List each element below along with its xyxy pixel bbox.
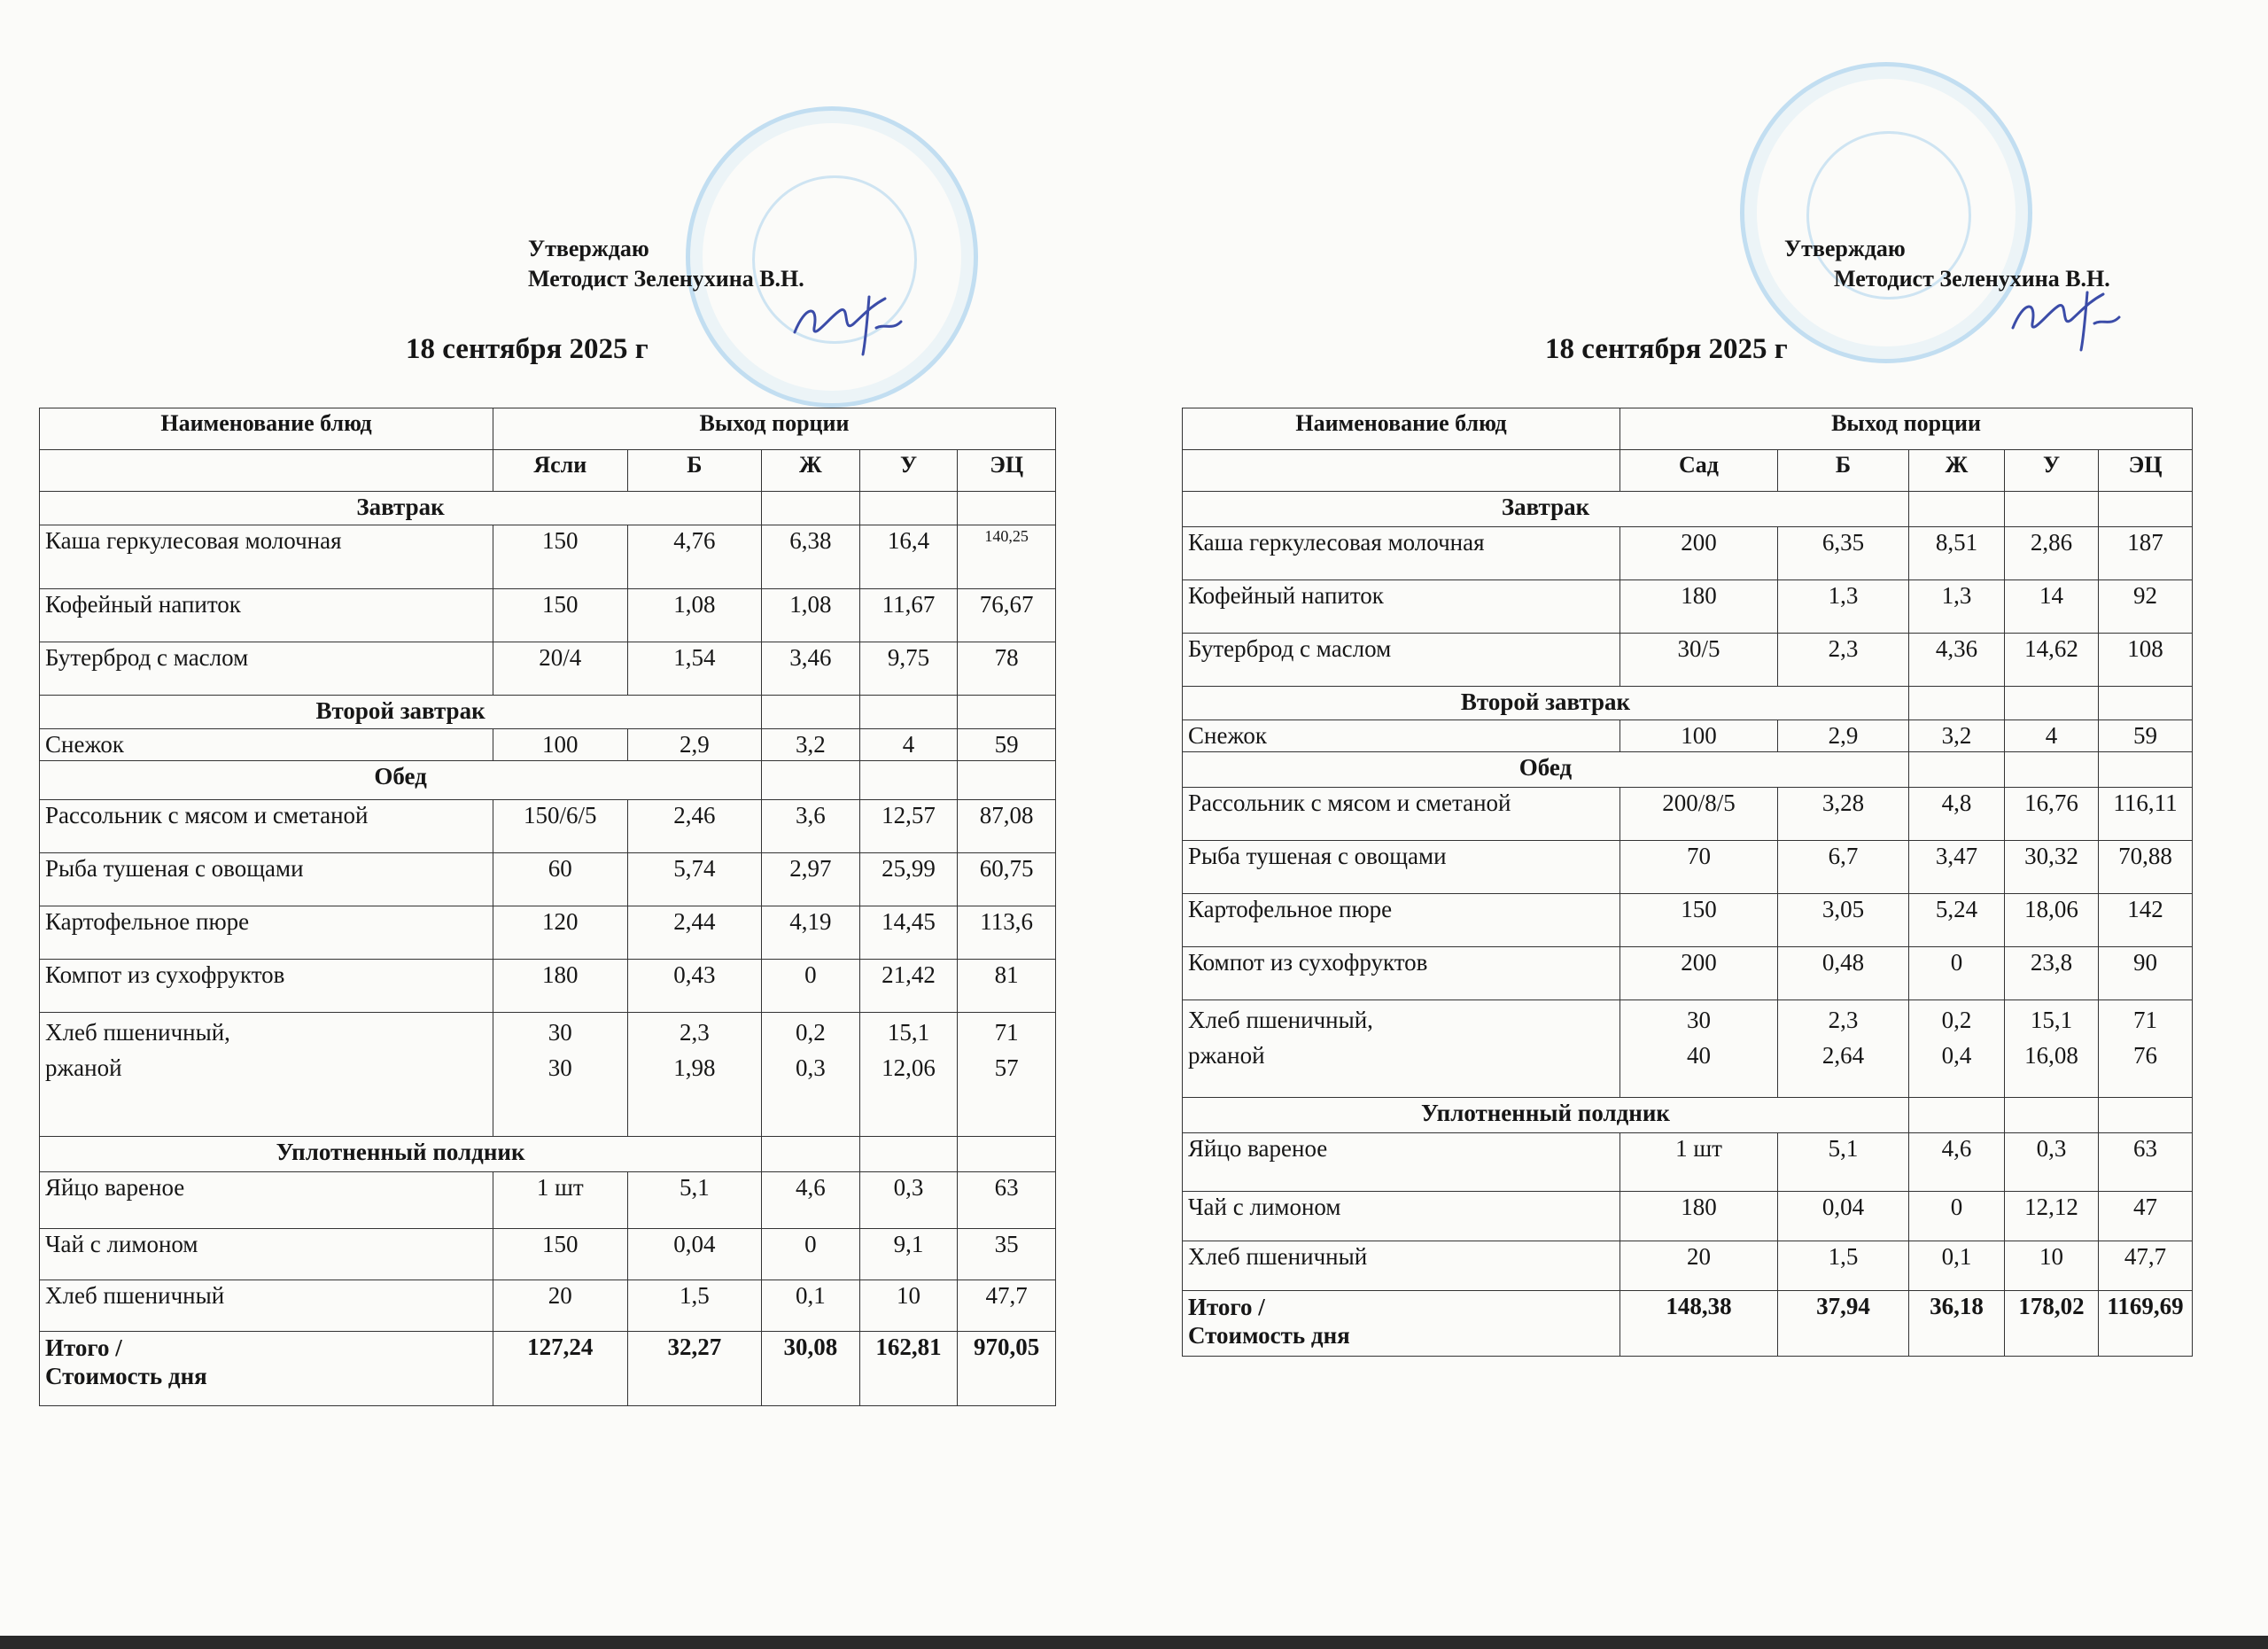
carb-value: 4 — [859, 729, 958, 761]
header-group: Сад — [1620, 450, 1778, 492]
total-portion: 127,24 — [493, 1332, 628, 1406]
energy-value: 108 — [2099, 634, 2193, 687]
header-b: Б — [1778, 450, 1909, 492]
portion-value: 30/5 — [1620, 634, 1778, 687]
dish-name: Яйцо вареное — [40, 1172, 493, 1229]
carb-value: 14,45 — [859, 906, 958, 960]
table-subheader-row — [1183, 450, 2193, 492]
protein-value: 2,9 — [627, 729, 762, 761]
fat-value: 4,6 — [762, 1172, 860, 1229]
table-header-row — [1183, 408, 2193, 450]
table-row — [40, 589, 1056, 642]
total-label-line: Итого / — [1188, 1294, 1265, 1320]
carb-value — [859, 1013, 958, 1137]
energy-value: 187 — [2099, 527, 2193, 580]
portion-value: 150 — [493, 1229, 628, 1280]
protein-value: 0,43 — [627, 960, 762, 1013]
portion-line: 30 — [548, 1054, 572, 1081]
total-label — [1183, 1291, 1620, 1357]
dish-name: Бутерброд с маслом — [1183, 634, 1620, 687]
portion-line: 30 — [548, 1019, 572, 1046]
dish-name: Компот из сухофруктов — [40, 960, 493, 1013]
portion-value: 200/8/5 — [1620, 788, 1778, 841]
dish-name: Картофельное пюре — [1183, 894, 1620, 947]
table-row — [40, 960, 1056, 1013]
table-row — [40, 1172, 1056, 1229]
dish-name: Кофейный напиток — [1183, 580, 1620, 634]
fat-value: 8,51 — [1909, 527, 2005, 580]
approve-label: Утверждаю — [528, 236, 649, 261]
protein-value: 2,46 — [627, 800, 762, 853]
dish-name: Рыба тушеная с овощами — [40, 853, 493, 906]
dish-name — [1183, 1000, 1620, 1098]
carb-value: 0,3 — [859, 1172, 958, 1229]
fat-value: 4,8 — [1909, 788, 2005, 841]
portion-value: 180 — [493, 960, 628, 1013]
carb-value: 4 — [2005, 720, 2099, 752]
fat-value: 6,38 — [762, 525, 860, 589]
header-b: Б — [627, 450, 762, 492]
menu-panel-kindergarten — [1182, 0, 2210, 1649]
protein-value: 6,35 — [1778, 527, 1909, 580]
fat-value — [1909, 1000, 2005, 1098]
menu-table — [39, 408, 1056, 1406]
header-zh: Ж — [762, 450, 860, 492]
protein-value: 1,54 — [627, 642, 762, 696]
protein-value: 0,48 — [1778, 947, 1909, 1000]
energy-value: 63 — [958, 1172, 1056, 1229]
header-dish: Наименование блюд — [1183, 408, 1620, 450]
section-second-breakfast: Второй завтрак — [40, 696, 762, 729]
fat-line: 0,2 — [796, 1019, 826, 1046]
section-lunch: Обед — [40, 761, 762, 800]
section-row — [1183, 752, 2193, 788]
dish-name: Чай с лимоном — [40, 1229, 493, 1280]
total-label-line: Стоимость дня — [1188, 1322, 1350, 1349]
dish-name: Снежок — [40, 729, 493, 761]
portion-value: 100 — [493, 729, 628, 761]
total-carb: 162,81 — [859, 1332, 958, 1406]
total-protein: 32,27 — [627, 1332, 762, 1406]
portion-value: 150 — [493, 525, 628, 589]
section-row — [40, 761, 1056, 800]
carb-value: 11,67 — [859, 589, 958, 642]
fat-line: 0,4 — [1941, 1042, 1972, 1069]
carb-value: 16,76 — [2005, 788, 2099, 841]
fat-value — [762, 1013, 860, 1137]
energy-line: 71 — [2133, 1007, 2158, 1033]
energy-value: 87,08 — [958, 800, 1056, 853]
carb-value: 18,06 — [2005, 894, 2099, 947]
carb-value: 12,57 — [859, 800, 958, 853]
table-row — [1183, 580, 2193, 634]
energy-value: 47,7 — [958, 1280, 1056, 1332]
carb-value: 9,1 — [859, 1229, 958, 1280]
methodist-name: Методист Зеленухина В.Н. — [1834, 266, 2110, 292]
protein-value: 0,04 — [1778, 1192, 1909, 1241]
protein-value: 1,5 — [1778, 1241, 1909, 1291]
portion-value: 180 — [1620, 1192, 1778, 1241]
fat-value: 0,1 — [762, 1280, 860, 1332]
fat-value: 3,46 — [762, 642, 860, 696]
portion-value: 150/6/5 — [493, 800, 628, 853]
dish-name: Чай с лимоном — [1183, 1192, 1620, 1241]
portion-line: 30 — [1687, 1007, 1711, 1033]
protein-value: 3,05 — [1778, 894, 1909, 947]
carb-value: 9,75 — [859, 642, 958, 696]
carb-value: 12,12 — [2005, 1192, 2099, 1241]
portion-value: 200 — [1620, 527, 1778, 580]
section-breakfast: Завтрак — [40, 492, 762, 525]
protein-line: 2,3 — [1828, 1007, 1859, 1033]
table-subheader-row — [40, 450, 1056, 492]
section-row — [1183, 1098, 2193, 1133]
portion-value: 200 — [1620, 947, 1778, 1000]
header-ec: ЭЦ — [2099, 450, 2193, 492]
portion-line: 40 — [1687, 1042, 1711, 1069]
table-row — [40, 906, 1056, 960]
table-header-row — [40, 408, 1056, 450]
section-row — [1183, 492, 2193, 527]
fat-line: 0,3 — [796, 1054, 826, 1081]
section-row — [1183, 687, 2193, 720]
portion-value: 150 — [493, 589, 628, 642]
dish-name: Компот из сухофруктов — [1183, 947, 1620, 1000]
official-stamp — [1740, 62, 2032, 363]
carb-value: 10 — [2005, 1241, 2099, 1291]
table-row — [40, 1229, 1056, 1280]
header-ec: ЭЦ — [958, 450, 1056, 492]
table-row — [1183, 1241, 2193, 1291]
fat-value: 4,36 — [1909, 634, 2005, 687]
dish-name-line: Хлеб пшеничный, — [45, 1019, 230, 1046]
energy-value: 47 — [2099, 1192, 2193, 1241]
table-row — [40, 853, 1056, 906]
dish-name: Яйцо вареное — [1183, 1133, 1620, 1192]
total-label-line: Итого / — [45, 1334, 122, 1361]
carb-value: 21,42 — [859, 960, 958, 1013]
dish-name: Хлеб пшеничный — [40, 1280, 493, 1332]
fat-value: 0,1 — [1909, 1241, 2005, 1291]
energy-line: 76 — [2133, 1042, 2158, 1069]
carb-line: 15,1 — [2030, 1007, 2073, 1033]
total-fat: 36,18 — [1909, 1291, 2005, 1357]
total-row — [40, 1332, 1056, 1406]
protein-value: 2,3 — [1778, 634, 1909, 687]
energy-value: 63 — [2099, 1133, 2193, 1192]
energy-value: 76,67 — [958, 589, 1056, 642]
dish-name: Рассольник с мясом и сметаной — [40, 800, 493, 853]
carb-value — [2005, 1000, 2099, 1098]
section-second-breakfast: Второй завтрак — [1183, 687, 1909, 720]
protein-value — [627, 1013, 762, 1137]
energy-value: 78 — [958, 642, 1056, 696]
total-portion: 148,38 — [1620, 1291, 1778, 1357]
table-row — [40, 525, 1056, 589]
header-u: У — [2005, 450, 2099, 492]
energy-value: 90 — [2099, 947, 2193, 1000]
header-zh: Ж — [1909, 450, 2005, 492]
portion-value: 1 шт — [493, 1172, 628, 1229]
fat-value: 4,6 — [1909, 1133, 2005, 1192]
fat-value: 0 — [762, 1229, 860, 1280]
protein-value: 5,1 — [1778, 1133, 1909, 1192]
fat-value: 1,3 — [1909, 580, 2005, 634]
table-row — [1183, 1192, 2193, 1241]
table-row — [1183, 894, 2193, 947]
section-lunch: Обед — [1183, 752, 1909, 788]
energy-value: 59 — [958, 729, 1056, 761]
protein-value: 6,7 — [1778, 841, 1909, 894]
fat-line: 0,2 — [1941, 1007, 1972, 1033]
portion-value: 60 — [493, 853, 628, 906]
energy-value: 142 — [2099, 894, 2193, 947]
energy-value: 35 — [958, 1229, 1056, 1280]
energy-value: 60,75 — [958, 853, 1056, 906]
carb-line: 15,1 — [887, 1019, 930, 1046]
section-snack: Уплотненный полдник — [1183, 1098, 1909, 1133]
fat-value: 3,6 — [762, 800, 860, 853]
table-row — [40, 1013, 1056, 1137]
total-carb: 178,02 — [2005, 1291, 2099, 1357]
protein-value: 1,3 — [1778, 580, 1909, 634]
dish-name — [40, 1013, 493, 1137]
fat-value: 5,24 — [1909, 894, 2005, 947]
energy-value: 113,6 — [958, 906, 1056, 960]
carb-line: 12,06 — [882, 1054, 936, 1081]
portion-value: 20/4 — [493, 642, 628, 696]
section-row — [40, 696, 1056, 729]
carb-value: 25,99 — [859, 853, 958, 906]
energy-value — [958, 1013, 1056, 1137]
table-row — [1183, 1000, 2193, 1098]
table-row — [1183, 841, 2193, 894]
carb-value: 2,86 — [2005, 527, 2099, 580]
carb-value: 10 — [859, 1280, 958, 1332]
section-snack: Уплотненный полдник — [40, 1137, 762, 1172]
portion-value: 100 — [1620, 720, 1778, 752]
table-row — [1183, 1133, 2193, 1192]
fat-value: 3,2 — [1909, 720, 2005, 752]
carb-value: 16,4 — [859, 525, 958, 589]
table-row — [40, 642, 1056, 696]
fat-value: 3,2 — [762, 729, 860, 761]
portion-value: 20 — [493, 1280, 628, 1332]
approval-block — [528, 234, 804, 294]
dish-name: Кофейный напиток — [40, 589, 493, 642]
dish-name: Каша геркулесовая молочная — [1183, 527, 1620, 580]
energy-value: 59 — [2099, 720, 2193, 752]
carb-value: 30,32 — [2005, 841, 2099, 894]
dish-name-line: ржаной — [1188, 1042, 1265, 1069]
dish-name-line: ржаной — [45, 1054, 122, 1081]
dish-name: Хлеб пшеничный — [1183, 1241, 1620, 1291]
carb-value: 14 — [2005, 580, 2099, 634]
section-row — [40, 1137, 1056, 1172]
energy-value: 70,88 — [2099, 841, 2193, 894]
energy-line: 57 — [994, 1054, 1019, 1081]
header-u: У — [859, 450, 958, 492]
energy-value: 81 — [958, 960, 1056, 1013]
menu-table — [1182, 408, 2193, 1357]
protein-value: 5,74 — [627, 853, 762, 906]
fat-value: 2,97 — [762, 853, 860, 906]
energy-value: 140,25 — [958, 525, 1056, 589]
menu-date: 18 сентября 2025 г — [406, 333, 649, 365]
fat-value: 4,19 — [762, 906, 860, 960]
fat-value: 3,47 — [1909, 841, 2005, 894]
protein-line: 2,3 — [679, 1019, 710, 1046]
table-row — [1183, 788, 2193, 841]
table-row — [1183, 720, 2193, 752]
table-row — [40, 1280, 1056, 1332]
dish-name: Рассольник с мясом и сметаной — [1183, 788, 1620, 841]
dish-name: Картофельное пюре — [40, 906, 493, 960]
energy-value — [2099, 1000, 2193, 1098]
table-row — [40, 729, 1056, 761]
energy-value: 116,11 — [2099, 788, 2193, 841]
energy-value: 92 — [2099, 580, 2193, 634]
header-portion: Выход порции — [1620, 408, 2193, 450]
fat-value: 0 — [1909, 1192, 2005, 1241]
fat-value: 1,08 — [762, 589, 860, 642]
carb-value: 0,3 — [2005, 1133, 2099, 1192]
portion-value — [493, 1013, 628, 1137]
menu-panel-nursery — [39, 0, 1067, 1649]
portion-value — [1620, 1000, 1778, 1098]
table-row — [1183, 947, 2193, 1000]
protein-value: 2,9 — [1778, 720, 1909, 752]
protein-line: 1,98 — [673, 1054, 716, 1081]
total-energy: 1169,69 — [2099, 1291, 2193, 1357]
carb-value: 23,8 — [2005, 947, 2099, 1000]
table-row — [1183, 634, 2193, 687]
total-label — [40, 1332, 493, 1406]
protein-value — [1778, 1000, 1909, 1098]
fat-value: 0 — [1909, 947, 2005, 1000]
energy-line: 71 — [994, 1019, 1019, 1046]
approve-label: Утверждаю — [1784, 236, 1906, 261]
protein-value: 5,1 — [627, 1172, 762, 1229]
protein-value: 3,28 — [1778, 788, 1909, 841]
total-energy: 970,05 — [958, 1332, 1056, 1406]
protein-value: 1,5 — [627, 1280, 762, 1332]
signature — [2006, 275, 2139, 354]
total-protein: 37,94 — [1778, 1291, 1909, 1357]
portion-value: 70 — [1620, 841, 1778, 894]
dish-name-line: Хлеб пшеничный, — [1188, 1007, 1373, 1033]
protein-value: 4,76 — [627, 525, 762, 589]
signature — [788, 279, 920, 359]
dish-name: Бутерброд с маслом — [40, 642, 493, 696]
portion-value: 20 — [1620, 1241, 1778, 1291]
carb-line: 16,08 — [2024, 1042, 2078, 1069]
section-breakfast: Завтрак — [1183, 492, 1909, 527]
protein-value: 0,04 — [627, 1229, 762, 1280]
menu-date: 18 сентября 2025 г — [1545, 333, 1788, 365]
dish-name: Рыба тушеная с овощами — [1183, 841, 1620, 894]
portion-value: 150 — [1620, 894, 1778, 947]
scan-edge — [0, 1636, 2268, 1649]
portion-value: 180 — [1620, 580, 1778, 634]
table-row — [40, 800, 1056, 853]
total-row — [1183, 1291, 2193, 1357]
energy-value: 47,7 — [2099, 1241, 2193, 1291]
total-label-line: Стоимость дня — [45, 1363, 207, 1389]
carb-value: 14,62 — [2005, 634, 2099, 687]
protein-value: 2,44 — [627, 906, 762, 960]
header-dish: Наименование блюд — [40, 408, 493, 450]
table-row — [1183, 527, 2193, 580]
protein-value: 1,08 — [627, 589, 762, 642]
section-row — [40, 492, 1056, 525]
header-group: Ясли — [493, 450, 628, 492]
portion-value: 120 — [493, 906, 628, 960]
total-fat: 30,08 — [762, 1332, 860, 1406]
dish-name: Каша геркулесовая молочная — [40, 525, 493, 589]
fat-value: 0 — [762, 960, 860, 1013]
dish-name: Снежок — [1183, 720, 1620, 752]
protein-line: 2,64 — [1821, 1042, 1865, 1069]
portion-value: 1 шт — [1620, 1133, 1778, 1192]
methodist-name: Методист Зеленухина В.Н. — [528, 266, 804, 292]
header-portion: Выход порции — [493, 408, 1056, 450]
